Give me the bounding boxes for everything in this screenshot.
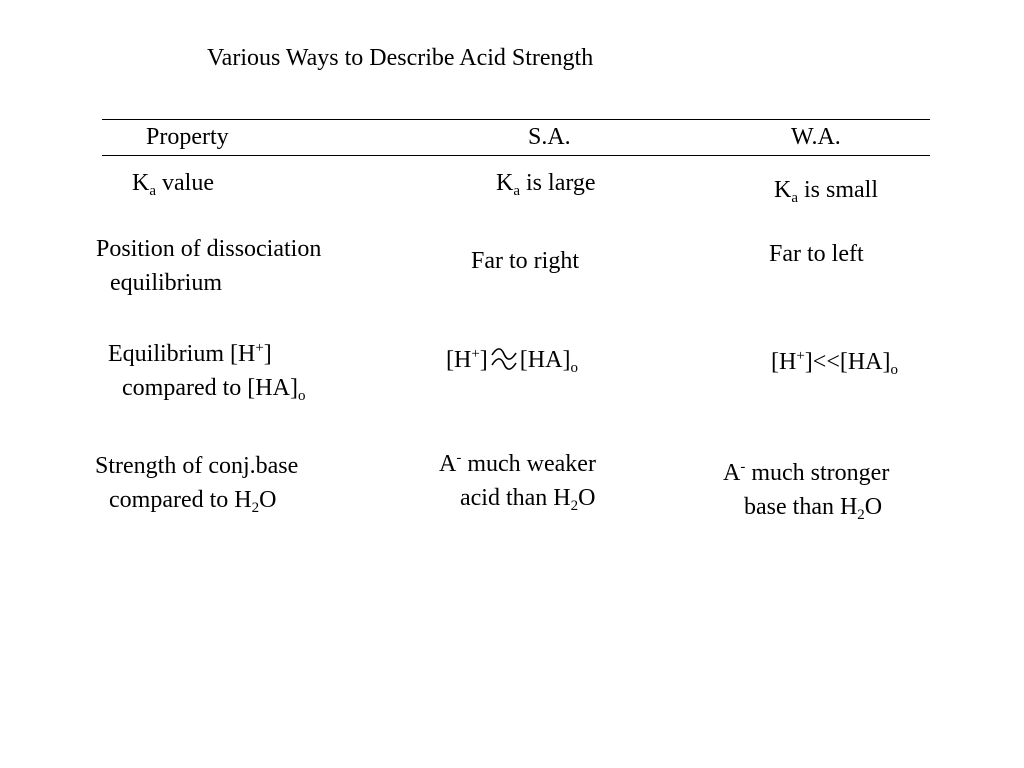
row-ka-property: $K_a$ value <box>132 170 214 199</box>
row-equilibrium-property-line2: compared to $[HA]_o$ <box>122 375 306 404</box>
header-weak-acid: W.A. <box>791 124 841 150</box>
row-conjbase-property-line1: Strength of conj.base <box>95 453 299 479</box>
row-equilibrium-weak-acid: $[H^+]<<[HA]_o$ <box>771 348 899 378</box>
header-property: Property <box>146 124 229 150</box>
row-conjbase-strong-acid-line2: acid than $H_2O$ <box>460 485 596 514</box>
row-equilibrium-property-line1: Equilibrium [H+] <box>108 340 272 367</box>
header-strong-acid: S.A. <box>528 124 571 150</box>
row-position-weak-acid: Far to left <box>769 241 864 267</box>
table-header-rule <box>102 155 930 156</box>
row-ka-strong-acid: $K_a$ is large <box>496 170 596 199</box>
row-position-property-line1: Position of dissociation <box>96 236 322 262</box>
row-conjbase-weak-acid-line1: A- much stronger <box>723 459 890 486</box>
approximately-equal-icon <box>490 345 518 371</box>
row-conjbase-property-line2: compared to $H_2O$ <box>109 487 277 516</box>
row-position-strong-acid: Far to right <box>471 248 579 274</box>
row-equilibrium-strong-acid: [H+] $[HA]_o$ <box>446 346 578 376</box>
row-ka-weak-acid: $K_a$ is small <box>774 177 879 206</box>
row-conjbase-strong-acid-line1: A- much weaker <box>439 450 596 477</box>
slide-title: Various Ways to Describe Acid Strength <box>207 45 594 71</box>
row-position-property-line2: equilibrium <box>110 270 222 296</box>
row-conjbase-weak-acid-line2: base than $H_2O$ <box>744 494 883 523</box>
